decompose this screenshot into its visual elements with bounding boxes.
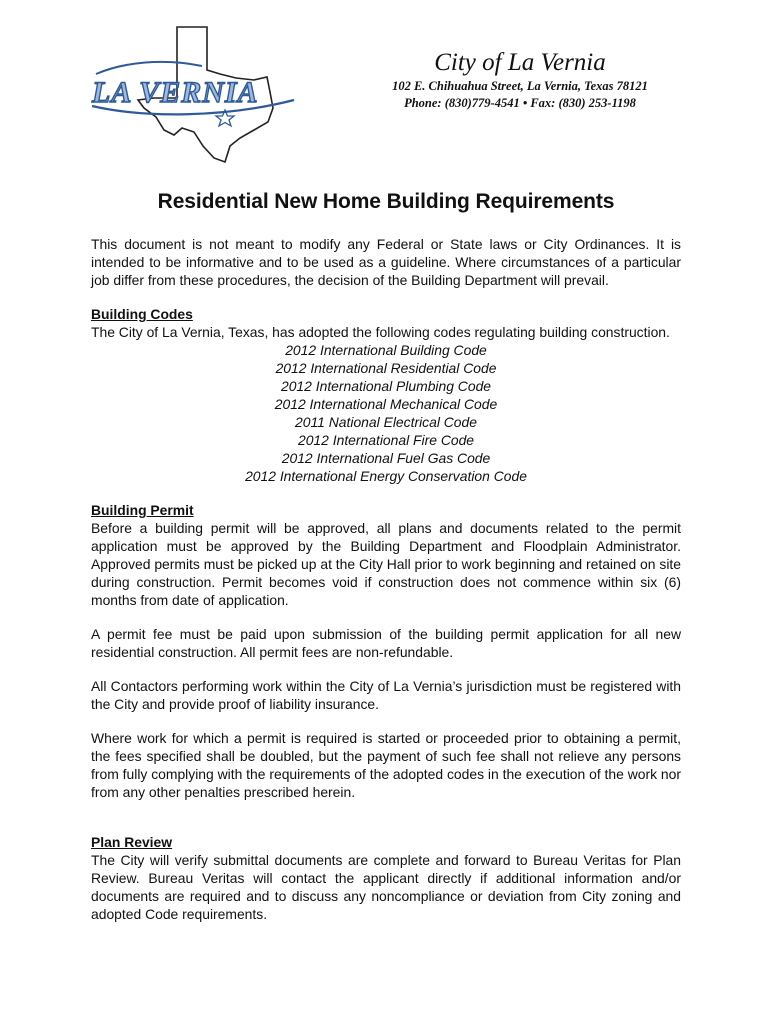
- plan-review-heading: Plan Review: [91, 834, 173, 850]
- code-item: 2011 National Electrical Code: [295, 414, 477, 430]
- document-title: Residential New Home Building Requirements: [157, 190, 615, 213]
- document-body: [91, 188, 681, 923]
- permit-paragraph: Where work for which a permit is required is started or proceeded prior to obtaining a permit, the fees specified shall be doubled, but the payment of such fee shall not relieve any persons from fully complying with the requirements of the adopted codes in the execution of the work nor from any other penalties prescribed herein.: [91, 730, 681, 800]
- codes-list: [91, 341, 681, 485]
- code-item: 2012 International Fire Code: [297, 432, 475, 448]
- intro-paragraph: This document is not meant to modify any Federal or State laws or City Ordinances. It is intended to be informative and to be used as a guideline. Where circumstances of a particular job differ from these procedures, the decision of the Building Department will prevail.: [91, 236, 681, 288]
- city-logo: [84, 22, 304, 167]
- code-item: 2012 International Energy Conservation Code: [245, 468, 527, 484]
- building-codes-heading: Building Codes: [91, 306, 193, 322]
- permit-paragraph: A permit fee must be paid upon submission of the building permit application for all new residential construction. All permit fees are non-refundable.: [91, 626, 681, 660]
- plan-review-text: The City will verify submittal documents are complete and forward to Bureau Veritas for Plan Review. Bureau Veritas will contact the applicant directly if additional information and/or documents are required and to discuss any noncompliance or deviation from City zoning and adopted Code requirements.: [91, 852, 681, 922]
- building-codes-text: The City of La Vernia, Texas, has adopted the following codes regulating building construction.: [91, 324, 670, 340]
- permit-paragraph: Before a building permit will be approved, all plans and documents related to the permit application must be approved by the Building Department and Floodplain Administrator. Approved permits must be picked up at the City Hall prior to work beginning and retained on site during construction. Permit becomes void if construction does not commence within six (6) months from date of application.: [91, 520, 681, 608]
- code-item: 2012 International Plumbing Code: [280, 378, 492, 394]
- city-contact: Phone: (830)779-4541 • Fax: (830) 253-1198: [404, 96, 636, 110]
- permit-paragraph: All Contactors performing work within the City of La Vernia’s jurisdiction must be registered with the City and provide proof of liability insurance.: [91, 678, 681, 712]
- city-header: [330, 48, 710, 112]
- building-permit-heading: Building Permit: [91, 502, 194, 518]
- code-item: 2012 International Fuel Gas Code: [281, 450, 491, 466]
- city-name: City of La Vernia: [434, 49, 606, 76]
- code-item: 2012 International Mechanical Code: [274, 396, 498, 412]
- code-item: 2012 International Building Code: [285, 342, 487, 358]
- city-address: 102 E. Chihuahua Street, La Vernia, Texas 78121: [392, 79, 648, 93]
- texas-outline-logo: [84, 22, 304, 167]
- logo-wordmark: LA VERNIA: [92, 76, 259, 109]
- code-item: 2012 International Residential Code: [275, 360, 497, 376]
